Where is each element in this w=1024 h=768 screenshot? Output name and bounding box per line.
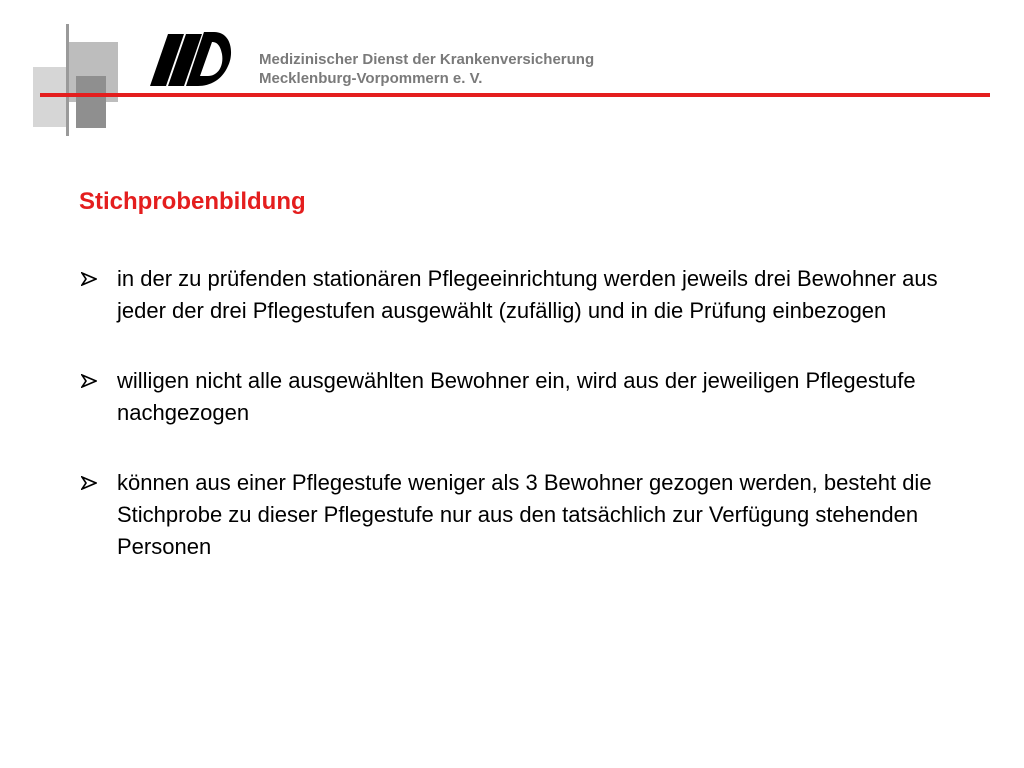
arrow-bullet-icon (81, 476, 97, 490)
bullet-text: können aus einer Pflegestufe weniger als 3 Bewohner gezogen werden, besteht die Stichprobe zu dieser Pflegestufe nur aus den tatsächlich zur Verfügung stehenden Personen (117, 470, 932, 559)
bullet-item (79, 365, 959, 429)
bullet-list (79, 263, 959, 563)
decor-square-dark (76, 76, 106, 128)
bullet-text: in der zu prüfenden stationären Pflegeeinrichtung werden jeweils drei Bewohner aus jeder der drei Pflegestufen ausgewählt (zufällig) und in die Prüfung einbezogen (117, 266, 938, 323)
org-line-2: Mecklenburg-Vorpommern e. V. (259, 70, 483, 87)
bullet-item (79, 263, 959, 327)
bullet-text: willigen nicht alle ausgewählten Bewohner ein, wird aus der jeweiligen Pflegestufe nachgezogen (117, 368, 916, 425)
bullet-item (79, 467, 959, 563)
arrow-bullet-icon (81, 272, 97, 286)
header-red-rule (40, 93, 990, 97)
slide-title: Stichprobenbildung (79, 188, 306, 215)
decor-square-light (33, 67, 69, 127)
org-line-1: Medizinischer Dienst der Krankenversicherung (259, 51, 595, 68)
arrow-bullet-icon (81, 374, 97, 388)
decor-vertical-line (66, 24, 69, 136)
organization-name (259, 50, 594, 88)
mdk-logo-icon (148, 28, 232, 88)
